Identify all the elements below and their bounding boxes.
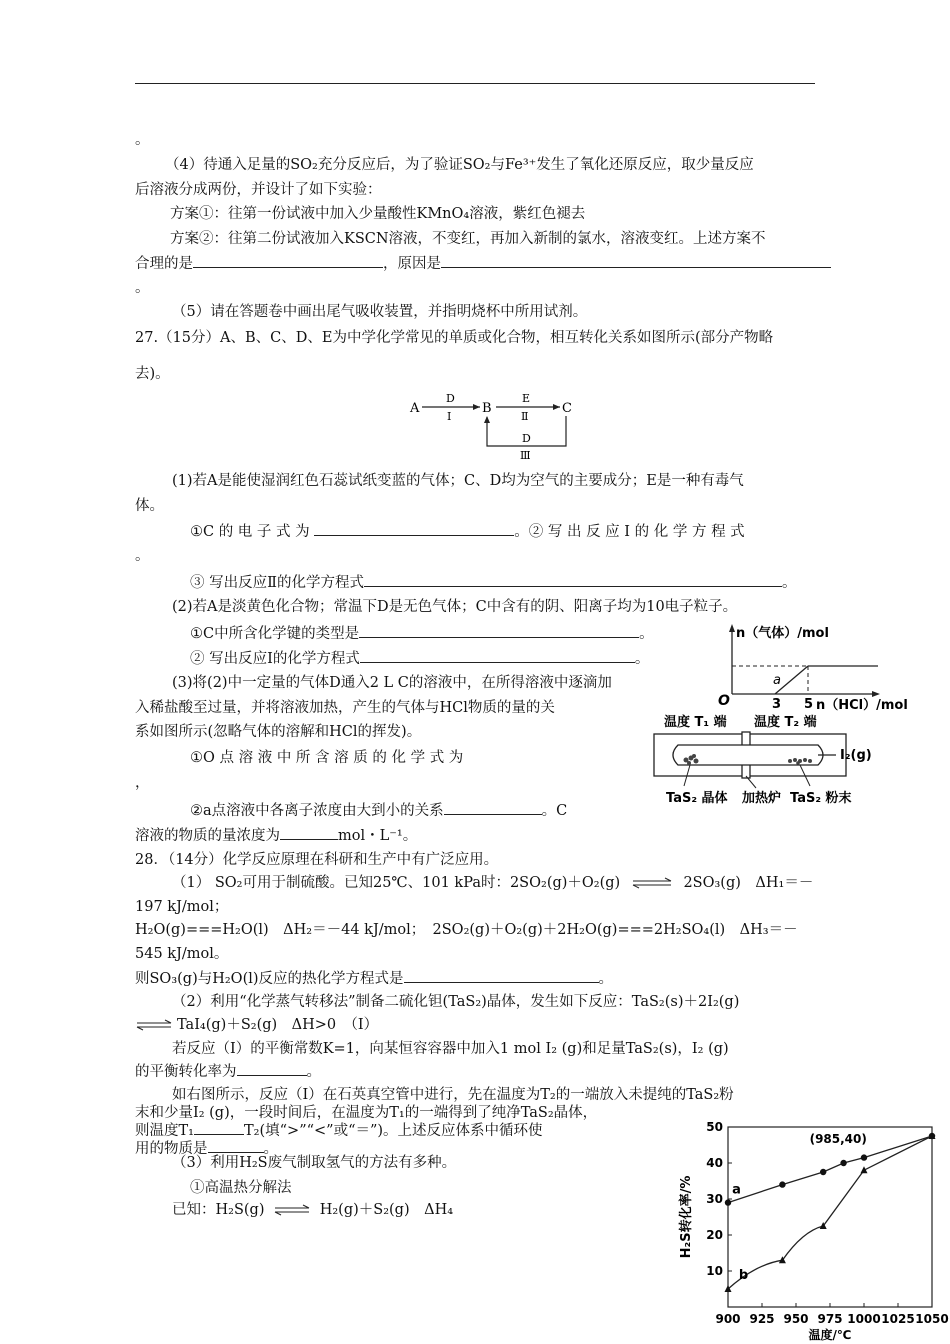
answer-blank[interactable]	[194, 1120, 244, 1135]
answer-blank[interactable]	[360, 648, 635, 663]
answer-blank[interactable]	[404, 968, 599, 983]
y-axis-label: n（气体）/mol	[736, 626, 829, 641]
powder-label: TaS₂ 粉末	[790, 791, 852, 806]
text-fragment: 。	[781, 575, 797, 591]
equilibrium-arrow-icon	[631, 877, 673, 889]
series-label-a: a	[732, 1182, 741, 1198]
label-i: Ⅰ	[447, 410, 452, 423]
origin-label: O	[718, 693, 730, 709]
text-fragment: mol・L⁻¹。	[338, 828, 418, 844]
x-tick-label: 1050	[915, 1312, 949, 1326]
text-line	[135, 825, 417, 846]
data-point-a	[861, 1154, 867, 1160]
x-tick-label: 950	[783, 1312, 809, 1326]
text-line	[190, 521, 745, 542]
text-fragment: ③ 写出反应Ⅱ的化学方程式	[190, 575, 364, 591]
text-line: 。	[135, 280, 150, 296]
text-fragment: 。	[639, 626, 654, 642]
x-tick-label: 900	[715, 1312, 741, 1326]
tick-3: 3	[772, 697, 782, 712]
y-tick-label: 40	[706, 1156, 723, 1170]
text-fragment: 用的物质是	[135, 1141, 208, 1157]
x-axis-label: n（HCl）/mol	[816, 698, 908, 713]
data-point-b	[861, 1166, 868, 1173]
text-line	[190, 572, 796, 593]
furnace-label: 加热炉	[742, 791, 782, 806]
answer-blank[interactable]	[280, 825, 338, 840]
text-line: 若反应（Ⅰ）的平衡常数K=1，向某恒容容器中加入1 mol I₂ (g)和足量TaS₂(s)，I₂ (g)	[172, 1041, 729, 1057]
label-d3: D	[522, 432, 531, 445]
x-tick-label: 1025	[881, 1312, 915, 1326]
text-fragment: （1） SO₂可用于制硫酸。已知25℃、101 kPa时：2SO₂(g)＋O₂(g)	[172, 875, 621, 891]
text-line: 545 kJ/mol。	[135, 946, 229, 962]
text-line	[135, 968, 613, 989]
crystal-label: TaS₂ 晶体	[666, 791, 728, 806]
text-fragment: ①C 的 电 子 式 为	[190, 524, 310, 540]
x-tick-label: 1000	[847, 1312, 881, 1326]
x-axis-label: 温度/℃	[808, 1328, 852, 1342]
equilibrium-arrow-icon	[273, 1204, 311, 1216]
text-line: 系如图所示(忽略气体的溶解和HCl的挥发)。	[135, 724, 422, 740]
text-line: 方案①：往第一份试液中加入少量酸性KMnO₄溶液，紫红色褪去	[170, 206, 586, 222]
text-line: ①高温热分解法	[190, 1180, 292, 1196]
label-iii: Ⅲ	[520, 449, 531, 462]
t1-label: 温度 T₁ 端	[664, 715, 727, 730]
text-line: 去)。	[135, 366, 170, 382]
text-fragment: 则SO₃(g)与H₂O(l)反应的热化学方程式是	[135, 971, 404, 987]
text-line: 入稀盐酸至过量，并将溶液加热，产生的气体与HCl物质的量的关	[135, 700, 555, 716]
label-e: E	[522, 392, 531, 405]
text-fragment: 。	[263, 1141, 278, 1157]
tick-5: 5	[804, 697, 814, 712]
text-fragment: H₂(g)＋S₂(g) ΔH₄	[319, 1202, 454, 1218]
node-a: A	[410, 401, 420, 416]
quartz-tube-diagram	[650, 710, 930, 810]
gas-label: I₂(g)	[840, 748, 872, 763]
text-line: （4）待通入足量的SO₂充分反应后，为了验证SO₂与Fe³⁺发生了氧化还原反应，取少量反应	[165, 157, 754, 173]
answer-blank[interactable]	[193, 253, 383, 268]
text-line	[190, 648, 649, 669]
text-fragment: 的平衡转化率为	[135, 1064, 237, 1080]
text-fragment: 。	[306, 1064, 321, 1080]
node-b: B	[482, 401, 492, 416]
question-28: 28．（14分）化学反应原理在科研和生产中有广泛应用。	[135, 852, 499, 868]
text-line: 末和少量I₂ (g)，一段时间后，在温度为T₁的一端得到了纯净TaS₂晶体，	[135, 1105, 598, 1121]
text-line	[190, 800, 567, 821]
series-line-b	[728, 1136, 932, 1289]
text-line: 体。	[135, 498, 164, 514]
text-fragment: TaI₄(g)＋S₂(g) ΔH>0 （Ⅰ）	[177, 1017, 379, 1033]
text-line: (1)若A是能使湿润红色石蕊试纸变蓝的气体；C、D均为空气的主要成分；E是一种有毒气	[172, 473, 744, 489]
text-line: (3)将(2)中一定量的气体D通入2 L C的溶液中，在所得溶液中逐滴加	[172, 675, 612, 691]
text-line: ，	[135, 775, 150, 791]
text-line: 如右图所示，反应（Ⅰ）在石英真空管中进行，先在温度为T₂的一端放入未提纯的TaS₂粉	[172, 1087, 734, 1103]
text-line	[135, 1015, 378, 1035]
text-fragment: 溶液的物质的量浓度为	[135, 828, 280, 844]
equilibrium-arrow-icon	[135, 1019, 173, 1031]
answer-blank[interactable]	[364, 572, 782, 587]
text-fragment: ②a点溶液中各离子浓度由大到小的关系	[190, 803, 444, 819]
text-line	[172, 873, 813, 893]
text-fragment: 。C	[541, 803, 568, 819]
series-label-b: b	[738, 1267, 749, 1283]
text-fragment: 则温度T₁	[135, 1123, 194, 1139]
text-line: (2)若A是淡黄色化合物；常温下D是无色气体；C中含有的阴、阳离子均为10电子粒子。	[172, 599, 738, 615]
header-rule	[135, 83, 815, 84]
text-line: 方案②：往第二份试液加入KSCN溶液，不变红，再加入新制的氯水，溶液变红。上述方案不	[170, 231, 766, 247]
y-tick-label: 30	[706, 1192, 723, 1206]
answer-blank[interactable]	[208, 1138, 264, 1153]
text-line	[135, 1061, 321, 1082]
answer-blank[interactable]	[359, 623, 639, 638]
text-line	[172, 1200, 453, 1220]
text-line: ①O 点 溶 液 中 所 含 溶 质 的 化 学 式 为	[190, 750, 464, 766]
text-fragment: 。② 写 出 反 应 I 的 化 学 方 程 式	[514, 524, 745, 540]
answer-blank[interactable]	[441, 253, 831, 268]
label-ii: Ⅱ	[521, 410, 529, 423]
h2s-conversion-chart	[670, 1115, 949, 1344]
text-line: 。	[135, 548, 150, 564]
text-fragment: 2SO₃(g) ΔH₁＝－	[683, 875, 814, 891]
t2-label: 温度 T₂ 端	[754, 715, 817, 730]
y-axis-label: H₂S转化率/%	[679, 1175, 694, 1259]
text-fragment: 。	[634, 651, 650, 667]
text-line	[135, 253, 831, 274]
node-c: C	[562, 401, 572, 416]
text-fragment: 合理的是	[135, 256, 193, 272]
y-tick-label: 50	[706, 1120, 723, 1134]
y-tick-label: 20	[706, 1228, 723, 1242]
text-fragment: 已知：H₂S(g)	[172, 1202, 265, 1218]
answer-blank[interactable]	[314, 521, 514, 536]
text-fragment: ①C中所含化学键的类型是	[190, 626, 360, 642]
data-point-a	[820, 1169, 826, 1175]
x-tick-label: 925	[749, 1312, 775, 1326]
gas-hcl-plot	[700, 620, 915, 712]
text-fragment: 。	[598, 971, 614, 987]
text-line: 后溶液分成两份，并设计了如下实验：	[135, 182, 382, 198]
text-line: 。	[135, 132, 150, 148]
data-point-a	[779, 1181, 785, 1187]
text-line: （2）利用“化学蒸气转移法”制备二硫化钽(TaS₂)晶体，发生如下反应：TaS₂(s)＋2I₂(g)	[172, 994, 740, 1010]
point-a-label: a	[773, 673, 781, 688]
text-line: 197 kJ/mol；	[135, 899, 229, 915]
text-line: H₂O(g)===H₂O(l) ΔH₂＝－44 kJ/mol； 2SO₂(g)＋O₂(g)＋2H₂O(g)===2H₂SO₄(l) ΔH₃＝－	[135, 922, 798, 938]
x-tick-label: 975	[817, 1312, 843, 1326]
text-line: （3）利用H₂S废气制取氢气的方法有多种。	[172, 1155, 457, 1171]
reaction-scheme	[400, 390, 590, 462]
data-point-a	[725, 1199, 731, 1205]
label-d1: D	[446, 392, 455, 405]
point-annotation: (985,40)	[809, 1132, 867, 1147]
text-line	[190, 623, 654, 644]
text-line: （5）请在答题卷中画出尾气吸收装置，并指明烧杯中所用试剂。	[172, 304, 588, 320]
data-point-a	[840, 1160, 846, 1166]
text-fragment: ，原因是	[383, 256, 441, 272]
text-fragment: T₂(填“>”“<”或“＝”)。上述反应体系中循环使	[243, 1123, 543, 1139]
answer-blank[interactable]	[237, 1061, 307, 1076]
y-tick-label: 10	[706, 1264, 723, 1278]
answer-blank[interactable]	[444, 800, 542, 815]
question-27: 27.（15分）A、B、C、D、E为中学化学常见的单质或化合物，相互转化关系如图所示(部分产物略	[135, 330, 774, 346]
text-fragment: ② 写出反应Ⅰ的化学方程式	[190, 651, 360, 667]
